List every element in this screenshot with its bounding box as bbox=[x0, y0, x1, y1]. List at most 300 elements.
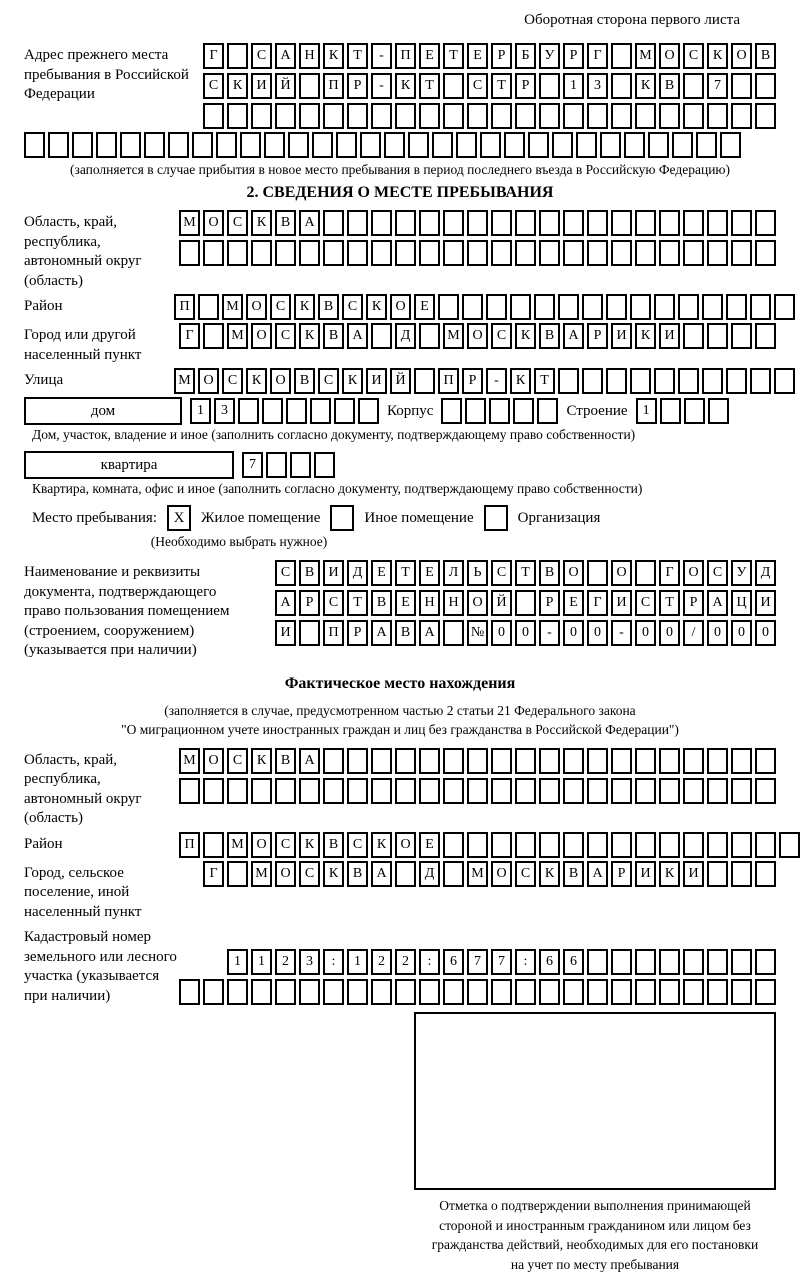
char-cell[interactable]: 1 bbox=[636, 398, 657, 424]
char-cell[interactable]: В bbox=[755, 43, 776, 69]
char-cell[interactable] bbox=[310, 398, 331, 424]
char-cell[interactable] bbox=[395, 979, 416, 1005]
char-cell[interactable] bbox=[491, 240, 512, 266]
char-cell[interactable] bbox=[347, 103, 368, 129]
char-cell[interactable]: 0 bbox=[635, 620, 656, 646]
char-cell[interactable] bbox=[515, 590, 536, 616]
char-cell[interactable]: Г bbox=[203, 43, 224, 69]
char-cell[interactable]: С bbox=[515, 861, 536, 887]
char-cell[interactable]: К bbox=[395, 73, 416, 99]
char-cell[interactable] bbox=[539, 240, 560, 266]
char-cell[interactable] bbox=[358, 398, 379, 424]
char-cell[interactable] bbox=[563, 240, 584, 266]
char-cell[interactable] bbox=[395, 861, 416, 887]
char-cell[interactable]: В bbox=[659, 73, 680, 99]
char-cell[interactable] bbox=[611, 103, 632, 129]
char-cell[interactable] bbox=[467, 748, 488, 774]
char-cell[interactable] bbox=[238, 398, 259, 424]
char-cell[interactable] bbox=[299, 979, 320, 1005]
char-cell[interactable] bbox=[563, 103, 584, 129]
char-cell[interactable] bbox=[465, 398, 486, 424]
char-cell[interactable] bbox=[558, 368, 579, 394]
char-cell[interactable]: Ц bbox=[731, 590, 752, 616]
char-cell[interactable]: В bbox=[275, 748, 296, 774]
char-cell[interactable]: К bbox=[294, 294, 315, 320]
char-cell[interactable] bbox=[299, 620, 320, 646]
char-cell[interactable]: П bbox=[179, 832, 200, 858]
char-cell[interactable] bbox=[659, 240, 680, 266]
char-cell[interactable]: О bbox=[251, 832, 272, 858]
char-cell[interactable] bbox=[755, 103, 776, 129]
char-cell[interactable] bbox=[443, 73, 464, 99]
char-cell[interactable]: И bbox=[251, 73, 272, 99]
char-cell[interactable] bbox=[587, 210, 608, 236]
char-cell[interactable] bbox=[467, 240, 488, 266]
char-cell[interactable] bbox=[683, 979, 704, 1005]
char-cell[interactable]: А bbox=[563, 323, 584, 349]
checkbox-other-premises[interactable] bbox=[330, 505, 354, 531]
char-cell[interactable] bbox=[731, 240, 752, 266]
char-cell[interactable] bbox=[264, 132, 285, 158]
char-cell[interactable] bbox=[491, 979, 512, 1005]
char-cell[interactable] bbox=[275, 103, 296, 129]
char-cell[interactable] bbox=[419, 323, 440, 349]
char-cell[interactable] bbox=[347, 210, 368, 236]
char-cell[interactable]: Ь bbox=[467, 560, 488, 586]
char-cell[interactable]: 0 bbox=[515, 620, 536, 646]
char-cell[interactable]: Г bbox=[203, 861, 224, 887]
char-cell[interactable]: К bbox=[366, 294, 387, 320]
char-cell[interactable] bbox=[635, 949, 656, 975]
char-cell[interactable] bbox=[179, 240, 200, 266]
char-cell[interactable] bbox=[510, 294, 531, 320]
char-cell[interactable] bbox=[611, 73, 632, 99]
char-cell[interactable] bbox=[334, 398, 355, 424]
char-cell[interactable] bbox=[443, 832, 464, 858]
char-cell[interactable]: М bbox=[179, 210, 200, 236]
char-cell[interactable] bbox=[654, 294, 675, 320]
char-cell[interactable]: С bbox=[467, 73, 488, 99]
char-cell[interactable] bbox=[755, 861, 776, 887]
char-cell[interactable]: О bbox=[198, 368, 219, 394]
char-cell[interactable] bbox=[443, 861, 464, 887]
char-cell[interactable] bbox=[323, 103, 344, 129]
char-cell[interactable] bbox=[347, 240, 368, 266]
char-cell[interactable]: А bbox=[347, 323, 368, 349]
char-cell[interactable]: 3 bbox=[587, 73, 608, 99]
char-cell[interactable] bbox=[587, 832, 608, 858]
char-cell[interactable] bbox=[395, 240, 416, 266]
char-cell[interactable]: 2 bbox=[395, 949, 416, 975]
char-cell[interactable]: С bbox=[227, 210, 248, 236]
char-cell[interactable]: Е bbox=[419, 43, 440, 69]
char-cell[interactable] bbox=[443, 979, 464, 1005]
char-cell[interactable]: С bbox=[491, 323, 512, 349]
char-cell[interactable] bbox=[683, 210, 704, 236]
char-cell[interactable]: 7 bbox=[242, 452, 263, 478]
char-cell[interactable]: П bbox=[323, 620, 344, 646]
char-cell[interactable] bbox=[323, 240, 344, 266]
char-cell[interactable] bbox=[707, 748, 728, 774]
char-cell[interactable] bbox=[371, 323, 392, 349]
char-cell[interactable]: С bbox=[323, 590, 344, 616]
char-cell[interactable] bbox=[539, 73, 560, 99]
char-cell[interactable] bbox=[587, 240, 608, 266]
char-cell[interactable] bbox=[779, 832, 800, 858]
char-cell[interactable]: В bbox=[323, 832, 344, 858]
char-cell[interactable]: А bbox=[299, 748, 320, 774]
char-cell[interactable] bbox=[528, 132, 549, 158]
char-cell[interactable]: А bbox=[707, 590, 728, 616]
char-cell[interactable] bbox=[683, 949, 704, 975]
char-cell[interactable] bbox=[600, 132, 621, 158]
char-cell[interactable]: О bbox=[275, 861, 296, 887]
char-cell[interactable] bbox=[678, 368, 699, 394]
char-cell[interactable] bbox=[227, 240, 248, 266]
char-cell[interactable] bbox=[672, 132, 693, 158]
char-cell[interactable]: 0 bbox=[659, 620, 680, 646]
char-cell[interactable]: В bbox=[563, 861, 584, 887]
char-cell[interactable] bbox=[659, 949, 680, 975]
char-cell[interactable] bbox=[491, 210, 512, 236]
char-cell[interactable] bbox=[515, 103, 536, 129]
char-cell[interactable] bbox=[611, 748, 632, 774]
char-cell[interactable] bbox=[24, 132, 45, 158]
char-cell[interactable]: О bbox=[731, 43, 752, 69]
char-cell[interactable] bbox=[624, 132, 645, 158]
char-cell[interactable] bbox=[515, 748, 536, 774]
char-cell[interactable] bbox=[635, 778, 656, 804]
char-cell[interactable] bbox=[576, 132, 597, 158]
char-cell[interactable] bbox=[635, 748, 656, 774]
char-cell[interactable]: 2 bbox=[371, 949, 392, 975]
char-cell[interactable]: 7 bbox=[467, 949, 488, 975]
char-cell[interactable] bbox=[168, 132, 189, 158]
char-cell[interactable] bbox=[227, 861, 248, 887]
char-cell[interactable]: И bbox=[366, 368, 387, 394]
char-cell[interactable]: У bbox=[539, 43, 560, 69]
char-cell[interactable] bbox=[558, 294, 579, 320]
char-cell[interactable] bbox=[707, 210, 728, 236]
apartment-type-box[interactable]: квартира bbox=[24, 451, 234, 479]
char-cell[interactable]: М bbox=[222, 294, 243, 320]
char-cell[interactable] bbox=[198, 294, 219, 320]
char-cell[interactable] bbox=[515, 979, 536, 1005]
char-cell[interactable]: Р bbox=[299, 590, 320, 616]
char-cell[interactable]: К bbox=[342, 368, 363, 394]
char-cell[interactable] bbox=[203, 979, 224, 1005]
char-cell[interactable]: : bbox=[419, 949, 440, 975]
char-cell[interactable] bbox=[563, 778, 584, 804]
char-cell[interactable]: Д bbox=[347, 560, 368, 586]
char-cell[interactable] bbox=[707, 778, 728, 804]
char-cell[interactable] bbox=[395, 778, 416, 804]
char-cell[interactable]: И bbox=[683, 861, 704, 887]
char-cell[interactable]: Р bbox=[347, 73, 368, 99]
char-cell[interactable] bbox=[489, 398, 510, 424]
char-cell[interactable] bbox=[654, 368, 675, 394]
char-cell[interactable]: К bbox=[299, 323, 320, 349]
char-cell[interactable]: И bbox=[611, 590, 632, 616]
char-cell[interactable] bbox=[96, 132, 117, 158]
char-cell[interactable] bbox=[275, 979, 296, 1005]
char-cell[interactable] bbox=[462, 294, 483, 320]
char-cell[interactable] bbox=[467, 832, 488, 858]
char-cell[interactable]: Й bbox=[275, 73, 296, 99]
char-cell[interactable] bbox=[513, 398, 534, 424]
char-cell[interactable]: 1 bbox=[347, 949, 368, 975]
char-cell[interactable]: А bbox=[371, 861, 392, 887]
char-cell[interactable]: Р bbox=[347, 620, 368, 646]
char-cell[interactable] bbox=[702, 294, 723, 320]
char-cell[interactable]: М bbox=[467, 861, 488, 887]
char-cell[interactable] bbox=[515, 832, 536, 858]
char-cell[interactable] bbox=[696, 132, 717, 158]
char-cell[interactable]: С bbox=[222, 368, 243, 394]
char-cell[interactable]: С bbox=[203, 73, 224, 99]
char-cell[interactable] bbox=[371, 210, 392, 236]
char-cell[interactable]: О bbox=[491, 861, 512, 887]
char-cell[interactable] bbox=[299, 103, 320, 129]
char-cell[interactable] bbox=[707, 323, 728, 349]
char-cell[interactable] bbox=[419, 979, 440, 1005]
char-cell[interactable]: М bbox=[227, 832, 248, 858]
char-cell[interactable] bbox=[179, 778, 200, 804]
char-cell[interactable] bbox=[515, 240, 536, 266]
char-cell[interactable]: 7 bbox=[707, 73, 728, 99]
char-cell[interactable]: С bbox=[275, 560, 296, 586]
char-cell[interactable]: Е bbox=[419, 560, 440, 586]
char-cell[interactable] bbox=[203, 778, 224, 804]
char-cell[interactable] bbox=[582, 294, 603, 320]
char-cell[interactable] bbox=[203, 103, 224, 129]
char-cell[interactable]: С bbox=[318, 368, 339, 394]
char-cell[interactable] bbox=[755, 240, 776, 266]
char-cell[interactable] bbox=[419, 748, 440, 774]
char-cell[interactable]: А bbox=[299, 210, 320, 236]
char-cell[interactable] bbox=[683, 748, 704, 774]
char-cell[interactable] bbox=[290, 452, 311, 478]
char-cell[interactable]: А bbox=[587, 861, 608, 887]
char-cell[interactable]: 1 bbox=[227, 949, 248, 975]
char-cell[interactable]: Р bbox=[515, 73, 536, 99]
char-cell[interactable]: В bbox=[275, 210, 296, 236]
char-cell[interactable]: 6 bbox=[563, 949, 584, 975]
char-cell[interactable] bbox=[314, 452, 335, 478]
char-cell[interactable] bbox=[443, 748, 464, 774]
char-cell[interactable] bbox=[203, 240, 224, 266]
char-cell[interactable] bbox=[443, 778, 464, 804]
char-cell[interactable]: С bbox=[635, 590, 656, 616]
char-cell[interactable]: С bbox=[270, 294, 291, 320]
char-cell[interactable]: О bbox=[683, 560, 704, 586]
char-cell[interactable] bbox=[684, 398, 705, 424]
char-cell[interactable] bbox=[659, 832, 680, 858]
char-cell[interactable] bbox=[539, 103, 560, 129]
char-cell[interactable]: Е bbox=[414, 294, 435, 320]
char-cell[interactable] bbox=[630, 294, 651, 320]
char-cell[interactable]: : bbox=[323, 949, 344, 975]
char-cell[interactable]: Г bbox=[587, 43, 608, 69]
char-cell[interactable] bbox=[635, 103, 656, 129]
char-cell[interactable] bbox=[419, 240, 440, 266]
char-cell[interactable]: 3 bbox=[214, 398, 235, 424]
char-cell[interactable] bbox=[587, 103, 608, 129]
char-cell[interactable] bbox=[587, 560, 608, 586]
char-cell[interactable] bbox=[659, 979, 680, 1005]
char-cell[interactable]: Р bbox=[563, 43, 584, 69]
char-cell[interactable]: Г bbox=[659, 560, 680, 586]
char-cell[interactable]: О bbox=[390, 294, 411, 320]
char-cell[interactable]: Р bbox=[462, 368, 483, 394]
char-cell[interactable]: Т bbox=[347, 590, 368, 616]
char-cell[interactable]: Д bbox=[395, 323, 416, 349]
char-cell[interactable]: И bbox=[611, 323, 632, 349]
char-cell[interactable]: А bbox=[419, 620, 440, 646]
char-cell[interactable]: Р bbox=[491, 43, 512, 69]
char-cell[interactable] bbox=[414, 368, 435, 394]
char-cell[interactable] bbox=[726, 294, 747, 320]
char-cell[interactable]: 0 bbox=[731, 620, 752, 646]
char-cell[interactable]: О bbox=[251, 323, 272, 349]
char-cell[interactable] bbox=[563, 748, 584, 774]
char-cell[interactable]: Г bbox=[179, 323, 200, 349]
char-cell[interactable]: М bbox=[174, 368, 195, 394]
char-cell[interactable] bbox=[537, 398, 558, 424]
char-cell[interactable]: В bbox=[294, 368, 315, 394]
char-cell[interactable] bbox=[371, 240, 392, 266]
char-cell[interactable] bbox=[611, 210, 632, 236]
char-cell[interactable] bbox=[227, 43, 248, 69]
char-cell[interactable]: 0 bbox=[563, 620, 584, 646]
checkbox-organization[interactable] bbox=[484, 505, 508, 531]
char-cell[interactable]: М bbox=[635, 43, 656, 69]
char-cell[interactable] bbox=[227, 103, 248, 129]
char-cell[interactable]: К bbox=[510, 368, 531, 394]
char-cell[interactable] bbox=[630, 368, 651, 394]
char-cell[interactable] bbox=[371, 778, 392, 804]
char-cell[interactable]: О bbox=[270, 368, 291, 394]
char-cell[interactable]: № bbox=[467, 620, 488, 646]
char-cell[interactable] bbox=[731, 73, 752, 99]
char-cell[interactable] bbox=[774, 294, 795, 320]
char-cell[interactable]: Р bbox=[611, 861, 632, 887]
char-cell[interactable] bbox=[707, 103, 728, 129]
char-cell[interactable]: Т bbox=[659, 590, 680, 616]
char-cell[interactable] bbox=[659, 103, 680, 129]
char-cell[interactable] bbox=[275, 778, 296, 804]
char-cell[interactable]: О bbox=[203, 210, 224, 236]
char-cell[interactable] bbox=[755, 323, 776, 349]
char-cell[interactable] bbox=[262, 398, 283, 424]
char-cell[interactable]: Л bbox=[443, 560, 464, 586]
char-cell[interactable]: К bbox=[371, 832, 392, 858]
char-cell[interactable]: С bbox=[683, 43, 704, 69]
char-cell[interactable] bbox=[515, 778, 536, 804]
char-cell[interactable]: П bbox=[323, 73, 344, 99]
char-cell[interactable]: Т bbox=[443, 43, 464, 69]
char-cell[interactable] bbox=[288, 132, 309, 158]
char-cell[interactable] bbox=[683, 323, 704, 349]
char-cell[interactable] bbox=[227, 778, 248, 804]
char-cell[interactable]: М bbox=[227, 323, 248, 349]
char-cell[interactable]: О bbox=[203, 748, 224, 774]
char-cell[interactable] bbox=[48, 132, 69, 158]
char-cell[interactable] bbox=[750, 294, 771, 320]
char-cell[interactable] bbox=[563, 832, 584, 858]
char-cell[interactable]: И bbox=[659, 323, 680, 349]
char-cell[interactable]: Р bbox=[683, 590, 704, 616]
char-cell[interactable] bbox=[419, 778, 440, 804]
char-cell[interactable]: Д bbox=[419, 861, 440, 887]
char-cell[interactable]: Т bbox=[534, 368, 555, 394]
char-cell[interactable] bbox=[323, 210, 344, 236]
char-cell[interactable] bbox=[635, 560, 656, 586]
char-cell[interactable]: А bbox=[371, 620, 392, 646]
char-cell[interactable]: К bbox=[635, 323, 656, 349]
char-cell[interactable] bbox=[708, 398, 729, 424]
char-cell[interactable] bbox=[441, 398, 462, 424]
char-cell[interactable]: К bbox=[323, 861, 344, 887]
char-cell[interactable] bbox=[731, 832, 752, 858]
char-cell[interactable]: С bbox=[342, 294, 363, 320]
char-cell[interactable]: К bbox=[539, 861, 560, 887]
char-cell[interactable] bbox=[635, 832, 656, 858]
char-cell[interactable]: Т bbox=[515, 560, 536, 586]
char-cell[interactable] bbox=[486, 294, 507, 320]
char-cell[interactable]: : bbox=[515, 949, 536, 975]
char-cell[interactable] bbox=[443, 620, 464, 646]
char-cell[interactable] bbox=[659, 748, 680, 774]
char-cell[interactable] bbox=[192, 132, 213, 158]
char-cell[interactable]: К bbox=[246, 368, 267, 394]
char-cell[interactable] bbox=[240, 132, 261, 158]
char-cell[interactable] bbox=[587, 949, 608, 975]
char-cell[interactable] bbox=[539, 832, 560, 858]
char-cell[interactable]: К bbox=[227, 73, 248, 99]
char-cell[interactable]: К bbox=[299, 832, 320, 858]
char-cell[interactable] bbox=[539, 778, 560, 804]
char-cell[interactable] bbox=[731, 323, 752, 349]
char-cell[interactable] bbox=[299, 73, 320, 99]
char-cell[interactable] bbox=[395, 103, 416, 129]
char-cell[interactable] bbox=[312, 132, 333, 158]
char-cell[interactable]: Н bbox=[299, 43, 320, 69]
char-cell[interactable]: Е bbox=[395, 590, 416, 616]
char-cell[interactable] bbox=[755, 778, 776, 804]
char-cell[interactable] bbox=[731, 748, 752, 774]
char-cell[interactable]: В bbox=[347, 861, 368, 887]
char-cell[interactable]: Й bbox=[491, 590, 512, 616]
char-cell[interactable]: М bbox=[179, 748, 200, 774]
char-cell[interactable]: Р bbox=[587, 323, 608, 349]
char-cell[interactable]: - bbox=[371, 43, 392, 69]
char-cell[interactable] bbox=[443, 240, 464, 266]
char-cell[interactable] bbox=[611, 43, 632, 69]
char-cell[interactable]: - bbox=[539, 620, 560, 646]
char-cell[interactable]: И bbox=[275, 620, 296, 646]
char-cell[interactable] bbox=[731, 861, 752, 887]
char-cell[interactable] bbox=[707, 949, 728, 975]
char-cell[interactable] bbox=[678, 294, 699, 320]
char-cell[interactable]: О bbox=[659, 43, 680, 69]
char-cell[interactable] bbox=[251, 103, 272, 129]
confirmation-stamp-box[interactable] bbox=[414, 1012, 776, 1190]
char-cell[interactable] bbox=[683, 832, 704, 858]
char-cell[interactable] bbox=[611, 778, 632, 804]
char-cell[interactable]: А bbox=[275, 43, 296, 69]
char-cell[interactable] bbox=[587, 778, 608, 804]
